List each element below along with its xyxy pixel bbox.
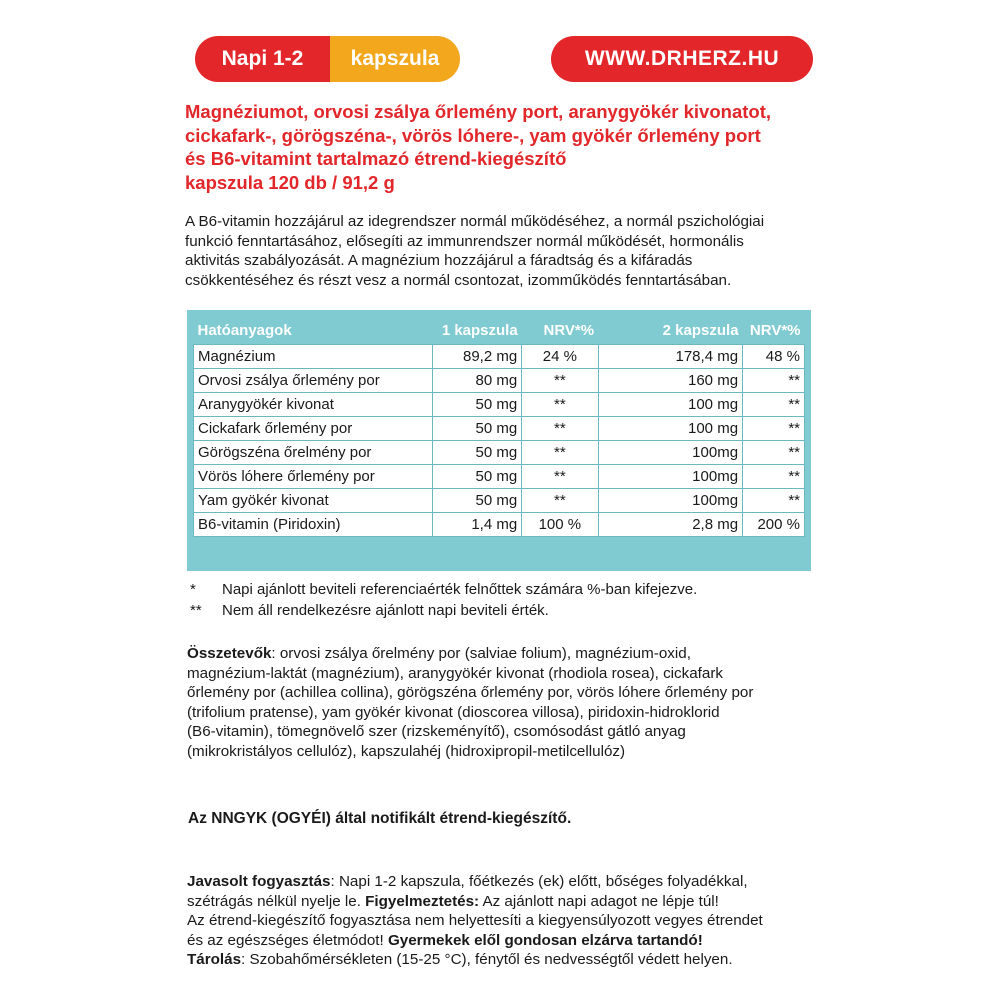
capsule-text: kapszula (330, 36, 460, 82)
usage-line (187, 892, 827, 912)
nrv-1: ** (522, 488, 598, 512)
ingredient-name: Görögszéna őrelmény por (194, 440, 433, 464)
nrv-1: ** (522, 392, 598, 416)
amount-1: 50 mg (433, 416, 522, 440)
notification-statement: Az NNGYK (OGYÉI) által notifikált étrend-kiegészítő. (188, 810, 572, 827)
usage-text: Az ajánlott napi adagot ne lépje túl! (479, 892, 719, 910)
footnote (190, 579, 697, 600)
usage-text: : Napi 1-2 kapszula, főétkezés (ek) előtt, bőséges folyadékkal, (330, 873, 748, 890)
table-row (194, 440, 805, 464)
ingredients-label: Összetevők (187, 645, 272, 662)
nrv-1: ** (522, 416, 598, 440)
amount-1: 80 mg (433, 368, 522, 392)
usage-text: szétrágás nélkül nyelje le. (187, 892, 366, 910)
ingredient-name: Vörös lóhere őrlemény por (194, 464, 433, 488)
amount-1: 50 mg (433, 464, 522, 488)
ingredients-line (187, 644, 827, 664)
ingredient-name: Cickafark őrlemény por (194, 416, 433, 440)
nrv-2: ** (743, 464, 805, 488)
nrv-2: ** (743, 416, 805, 440)
usage-line (187, 950, 827, 970)
usage-line (187, 931, 827, 951)
nrv-2: ** (743, 392, 805, 416)
header-active-ingredients: Hatóanyagok (197, 321, 292, 339)
ingredient-name: Orvosi zsálya őrlemény por (194, 368, 433, 392)
table-row (194, 392, 805, 416)
table-row (194, 512, 805, 536)
footnote-mark: ** (190, 602, 202, 619)
headline-line: és B6-vitamint tartalmazó étrend-kiegészítő (185, 148, 567, 169)
product-label (170, 12, 830, 990)
ingredients-line: (mikrokristályos cellulóz), kapszulahéj (hidroxipropil-metilcellulóz) (187, 742, 626, 760)
headline-line: Magnéziumot, orvosi zsálya őrlemény port, aranygyökér kivonatot, (185, 101, 771, 122)
amount-2: 100 mg (598, 416, 742, 440)
nutrition-table (187, 310, 811, 571)
child-warning: Gyermekek elől gondosan elzárva tartandó! (387, 931, 703, 949)
nrv-1: ** (522, 464, 598, 488)
warning-label: Figyelmeztetés: (365, 892, 480, 910)
ingredients-line: őrlemény por (achillea collina), görögszéna őrlemény por, vörös lóhere őrlemény por (187, 684, 754, 702)
ingredient-name: Magnézium (194, 344, 433, 368)
amount-2: 100mg (598, 464, 742, 488)
usage-text: és az egészséges életmódot! (187, 931, 388, 949)
intro-line: funkció fenntartásához, elősegíti az immunrendszer normál működését, hormonális (185, 232, 744, 250)
amount-2: 100mg (598, 488, 742, 512)
ingredient-name: Aranygyökér kivonat (194, 392, 433, 416)
storage-text: : Szobahőmérsékleten (15-25 °C), fénytől és nedvességtől védett helyen. (241, 951, 733, 969)
table-row (194, 344, 805, 368)
amount-2: 100 mg (598, 392, 742, 416)
daily-dose-badge (195, 36, 460, 82)
header-nrv-1: NRV*% (543, 321, 595, 339)
footnote-text: Napi ajánlott beviteli referenciaérték felnőttek számára %-ban kifejezve. (222, 581, 698, 598)
amount-1: 1,4 mg (433, 512, 522, 536)
nrv-1: 100 % (522, 512, 598, 536)
ingredients-text: : orvosi zsálya őrelmény por (salviae folium), magnézium-oxid, (271, 645, 691, 662)
nrv-1: ** (522, 440, 598, 464)
nrv-1: ** (522, 368, 598, 392)
nrv-2: 48 % (743, 344, 805, 368)
amount-2: 160 mg (598, 368, 742, 392)
intro-line: A B6-vitamin hozzájárul az idegrendszer normál működéséhez, a normál pszichológiai (185, 213, 765, 230)
headline-line: kapszula 120 db / 91,2 g (185, 171, 395, 193)
ingredients-line: magnézium-laktát (magnézium), aranygyökér kivonat (rhodiola rosea), cickafark (187, 664, 723, 682)
nrv-2: ** (743, 440, 805, 464)
nrv-2: ** (743, 368, 805, 392)
table-row (194, 416, 805, 440)
usage-label: Javasolt fogyasztás (187, 873, 331, 890)
ingredients-section (187, 644, 827, 762)
daily-dose-text: Napi 1-2 (195, 36, 330, 82)
footnote-mark: * (190, 581, 196, 598)
product-headline (185, 100, 825, 194)
header-1-capsule: 1 kapszula (441, 321, 518, 339)
footnote (190, 600, 697, 621)
table-row (194, 488, 805, 512)
amount-1: 50 mg (433, 392, 522, 416)
intro-text (185, 212, 825, 290)
ingredients-line: (trifolium pratense), yam gyökér kivonat (dioscorea villosa), piridoxin-hidroklorid (187, 703, 720, 721)
header-nrv-2: NRV*% (749, 321, 801, 339)
usage-line (187, 872, 827, 892)
website-badge[interactable]: WWW.DRHERZ.HU (551, 36, 813, 82)
amount-2: 100mg (598, 440, 742, 464)
table-row (194, 368, 805, 392)
nrv-2: ** (743, 488, 805, 512)
ingredient-name: B6-vitamin (Piridoxin) (194, 512, 433, 536)
table-header-row (194, 317, 805, 344)
headline-line: cickafark-, görögszéna-, vörös lóhere-, yam gyökér őrlemény port (185, 124, 761, 146)
amount-2: 178,4 mg (598, 344, 742, 368)
amount-1: 50 mg (433, 440, 522, 464)
amount-1: 89,2 mg (433, 344, 522, 368)
ingredient-name: Yam gyökér kivonat (194, 488, 433, 512)
intro-line: aktivitás szabályozását. A magnézium hozzájárul a fáradtság és a kifáradás (185, 252, 693, 270)
amount-2: 2,8 mg (598, 512, 742, 536)
header-2-capsules: 2 kapszula (662, 321, 739, 339)
usage-line: Az étrend-kiegészítő fogyasztása nem helyettesíti a kiegyensúlyozott vegyes étrendet (187, 912, 763, 930)
intro-line: csökkentéséhez és részt vesz a normál csontozat, izomműködés fenntartásában. (185, 271, 732, 289)
footnotes (190, 579, 697, 621)
storage-label: Tárolás (187, 951, 242, 969)
amount-1: 50 mg (433, 488, 522, 512)
usage-section (187, 872, 827, 970)
footnote-text: Nem áll rendelkezésre ajánlott napi beviteli érték. (222, 602, 549, 619)
table-row (194, 464, 805, 488)
ingredients-line: (B6-vitamin), tömegnövelő szer (rizskeményítő), csomósodást gátló anyag (187, 723, 686, 741)
nrv-2: 200 % (743, 512, 805, 536)
nrv-1: 24 % (522, 344, 598, 368)
